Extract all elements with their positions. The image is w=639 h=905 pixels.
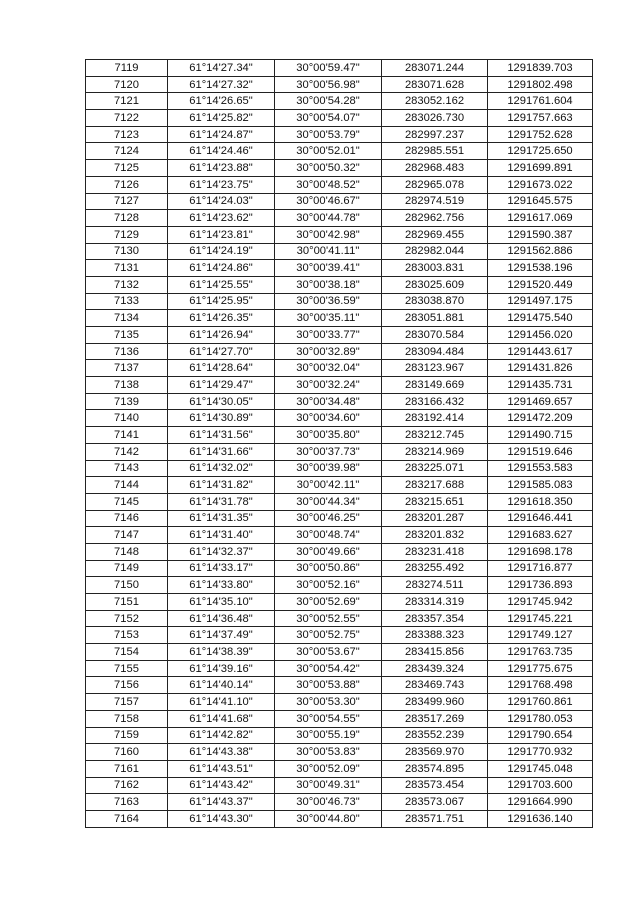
longitude-cell: 30°00'48.52" [275, 176, 382, 193]
table-row [86, 410, 593, 427]
point-number-cell: 7147 [86, 527, 168, 544]
x-coordinate-cell: 283274.511 [382, 577, 488, 594]
table-row [86, 293, 593, 310]
longitude-cell: 30°00'37.73" [275, 443, 382, 460]
x-coordinate-cell: 283469.743 [382, 677, 488, 694]
point-number-cell: 7156 [86, 677, 168, 694]
point-number-cell: 7130 [86, 243, 168, 260]
y-coordinate-cell: 1291716.877 [488, 560, 593, 577]
y-coordinate-cell: 1291664.990 [488, 794, 593, 811]
point-number-cell: 7160 [86, 744, 168, 761]
y-coordinate-cell: 1291839.703 [488, 60, 593, 77]
point-number-cell: 7158 [86, 710, 168, 727]
coordinates-table-body [86, 60, 593, 828]
y-coordinate-cell: 1291538.196 [488, 260, 593, 277]
point-number-cell: 7119 [86, 60, 168, 77]
latitude-cell: 61°14'40.14" [168, 677, 275, 694]
table-row [86, 210, 593, 227]
latitude-cell: 61°14'27.34" [168, 60, 275, 77]
latitude-cell: 61°14'43.51" [168, 760, 275, 777]
latitude-cell: 61°14'25.82" [168, 110, 275, 127]
point-number-cell: 7134 [86, 310, 168, 327]
x-coordinate-cell: 283217.688 [382, 477, 488, 494]
latitude-cell: 61°14'31.78" [168, 493, 275, 510]
y-coordinate-cell: 1291646.441 [488, 510, 593, 527]
x-coordinate-cell: 283166.432 [382, 393, 488, 410]
y-coordinate-cell: 1291590.387 [488, 226, 593, 243]
longitude-cell: 30°00'53.88" [275, 677, 382, 694]
point-number-cell: 7149 [86, 560, 168, 577]
y-coordinate-cell: 1291456.020 [488, 327, 593, 344]
table-row [86, 660, 593, 677]
longitude-cell: 30°00'48.74" [275, 527, 382, 544]
latitude-cell: 61°14'39.16" [168, 660, 275, 677]
x-coordinate-cell: 283215.651 [382, 493, 488, 510]
longitude-cell: 30°00'46.67" [275, 193, 382, 210]
x-coordinate-cell: 283214.969 [382, 443, 488, 460]
coordinates-table [85, 59, 593, 828]
table-row [86, 143, 593, 160]
latitude-cell: 61°14'41.68" [168, 710, 275, 727]
x-coordinate-cell: 282982.044 [382, 243, 488, 260]
table-row [86, 577, 593, 594]
y-coordinate-cell: 1291761.604 [488, 93, 593, 110]
x-coordinate-cell: 282997.237 [382, 126, 488, 143]
latitude-cell: 61°14'33.17" [168, 560, 275, 577]
point-number-cell: 7148 [86, 543, 168, 560]
x-coordinate-cell: 283231.418 [382, 543, 488, 560]
point-number-cell: 7152 [86, 610, 168, 627]
latitude-cell: 61°14'36.48" [168, 610, 275, 627]
table-row [86, 393, 593, 410]
y-coordinate-cell: 1291763.735 [488, 644, 593, 661]
x-coordinate-cell: 283571.751 [382, 810, 488, 827]
latitude-cell: 61°14'23.81" [168, 226, 275, 243]
point-number-cell: 7150 [86, 577, 168, 594]
longitude-cell: 30°00'42.11" [275, 477, 382, 494]
longitude-cell: 30°00'56.98" [275, 76, 382, 93]
latitude-cell: 61°14'26.94" [168, 327, 275, 344]
y-coordinate-cell: 1291490.715 [488, 427, 593, 444]
x-coordinate-cell: 283025.609 [382, 276, 488, 293]
latitude-cell: 61°14'29.47" [168, 377, 275, 394]
point-number-cell: 7151 [86, 594, 168, 611]
longitude-cell: 30°00'53.30" [275, 694, 382, 711]
point-number-cell: 7139 [86, 393, 168, 410]
longitude-cell: 30°00'34.48" [275, 393, 382, 410]
longitude-cell: 30°00'34.60" [275, 410, 382, 427]
x-coordinate-cell: 282985.551 [382, 143, 488, 160]
x-coordinate-cell: 282962.756 [382, 210, 488, 227]
longitude-cell: 30°00'32.04" [275, 360, 382, 377]
longitude-cell: 30°00'46.73" [275, 794, 382, 811]
x-coordinate-cell: 283573.454 [382, 777, 488, 794]
y-coordinate-cell: 1291768.498 [488, 677, 593, 694]
latitude-cell: 61°14'32.02" [168, 460, 275, 477]
x-coordinate-cell: 282969.455 [382, 226, 488, 243]
latitude-cell: 61°14'24.19" [168, 243, 275, 260]
point-number-cell: 7127 [86, 193, 168, 210]
longitude-cell: 30°00'55.19" [275, 727, 382, 744]
table-row [86, 360, 593, 377]
longitude-cell: 30°00'33.77" [275, 327, 382, 344]
table-row [86, 560, 593, 577]
point-number-cell: 7143 [86, 460, 168, 477]
point-number-cell: 7126 [86, 176, 168, 193]
y-coordinate-cell: 1291497.175 [488, 293, 593, 310]
point-number-cell: 7132 [86, 276, 168, 293]
y-coordinate-cell: 1291790.654 [488, 727, 593, 744]
table-row [86, 460, 593, 477]
y-coordinate-cell: 1291775.675 [488, 660, 593, 677]
y-coordinate-cell: 1291562.886 [488, 243, 593, 260]
longitude-cell: 30°00'52.01" [275, 143, 382, 160]
latitude-cell: 61°14'37.49" [168, 627, 275, 644]
point-number-cell: 7131 [86, 260, 168, 277]
table-row [86, 243, 593, 260]
point-number-cell: 7135 [86, 327, 168, 344]
latitude-cell: 61°14'27.32" [168, 76, 275, 93]
point-number-cell: 7155 [86, 660, 168, 677]
table-row [86, 477, 593, 494]
y-coordinate-cell: 1291699.891 [488, 160, 593, 177]
y-coordinate-cell: 1291443.617 [488, 343, 593, 360]
table-row [86, 727, 593, 744]
x-coordinate-cell: 283314.319 [382, 594, 488, 611]
table-row [86, 126, 593, 143]
longitude-cell: 30°00'44.34" [275, 493, 382, 510]
longitude-cell: 30°00'59.47" [275, 60, 382, 77]
table-row [86, 810, 593, 827]
x-coordinate-cell: 283357.354 [382, 610, 488, 627]
point-number-cell: 7153 [86, 627, 168, 644]
table-row [86, 160, 593, 177]
y-coordinate-cell: 1291736.893 [488, 577, 593, 594]
point-number-cell: 7129 [86, 226, 168, 243]
longitude-cell: 30°00'54.28" [275, 93, 382, 110]
y-coordinate-cell: 1291618.350 [488, 493, 593, 510]
x-coordinate-cell: 283388.323 [382, 627, 488, 644]
point-number-cell: 7154 [86, 644, 168, 661]
table-row [86, 760, 593, 777]
table-row [86, 260, 593, 277]
y-coordinate-cell: 1291745.942 [488, 594, 593, 611]
x-coordinate-cell: 283225.071 [382, 460, 488, 477]
latitude-cell: 61°14'31.66" [168, 443, 275, 460]
latitude-cell: 61°14'31.56" [168, 427, 275, 444]
longitude-cell: 30°00'49.31" [275, 777, 382, 794]
point-number-cell: 7144 [86, 477, 168, 494]
x-coordinate-cell: 283070.584 [382, 327, 488, 344]
x-coordinate-cell: 283026.730 [382, 110, 488, 127]
longitude-cell: 30°00'53.83" [275, 744, 382, 761]
table-row [86, 443, 593, 460]
point-number-cell: 7121 [86, 93, 168, 110]
table-row [86, 543, 593, 560]
table-row [86, 677, 593, 694]
point-number-cell: 7157 [86, 694, 168, 711]
longitude-cell: 30°00'32.89" [275, 343, 382, 360]
y-coordinate-cell: 1291745.048 [488, 760, 593, 777]
table-row [86, 110, 593, 127]
y-coordinate-cell: 1291770.932 [488, 744, 593, 761]
y-coordinate-cell: 1291645.575 [488, 193, 593, 210]
latitude-cell: 61°14'31.35" [168, 510, 275, 527]
x-coordinate-cell: 283212.745 [382, 427, 488, 444]
point-number-cell: 7161 [86, 760, 168, 777]
point-number-cell: 7163 [86, 794, 168, 811]
table-row [86, 327, 593, 344]
latitude-cell: 61°14'23.62" [168, 210, 275, 227]
latitude-cell: 61°14'43.37" [168, 794, 275, 811]
longitude-cell: 30°00'52.75" [275, 627, 382, 644]
y-coordinate-cell: 1291749.127 [488, 627, 593, 644]
latitude-cell: 61°14'26.35" [168, 310, 275, 327]
longitude-cell: 30°00'41.11" [275, 243, 382, 260]
longitude-cell: 30°00'50.86" [275, 560, 382, 577]
longitude-cell: 30°00'36.59" [275, 293, 382, 310]
point-number-cell: 7120 [86, 76, 168, 93]
x-coordinate-cell: 283573.067 [382, 794, 488, 811]
table-row [86, 694, 593, 711]
longitude-cell: 30°00'42.98" [275, 226, 382, 243]
table-row [86, 744, 593, 761]
latitude-cell: 61°14'23.75" [168, 176, 275, 193]
latitude-cell: 61°14'38.39" [168, 644, 275, 661]
x-coordinate-cell: 283052.162 [382, 93, 488, 110]
table-row [86, 310, 593, 327]
latitude-cell: 61°14'26.65" [168, 93, 275, 110]
x-coordinate-cell: 283094.484 [382, 343, 488, 360]
point-number-cell: 7124 [86, 143, 168, 160]
y-coordinate-cell: 1291472.209 [488, 410, 593, 427]
y-coordinate-cell: 1291703.600 [488, 777, 593, 794]
table-row [86, 627, 593, 644]
point-number-cell: 7128 [86, 210, 168, 227]
latitude-cell: 61°14'23.88" [168, 160, 275, 177]
longitude-cell: 30°00'39.98" [275, 460, 382, 477]
longitude-cell: 30°00'54.55" [275, 710, 382, 727]
x-coordinate-cell: 283051.881 [382, 310, 488, 327]
table-row [86, 510, 593, 527]
x-coordinate-cell: 282965.078 [382, 176, 488, 193]
latitude-cell: 61°14'30.05" [168, 393, 275, 410]
table-row [86, 76, 593, 93]
point-number-cell: 7159 [86, 727, 168, 744]
x-coordinate-cell: 283123.967 [382, 360, 488, 377]
longitude-cell: 30°00'52.69" [275, 594, 382, 611]
longitude-cell: 30°00'54.07" [275, 110, 382, 127]
point-number-cell: 7136 [86, 343, 168, 360]
y-coordinate-cell: 1291745.221 [488, 610, 593, 627]
x-coordinate-cell: 282974.519 [382, 193, 488, 210]
x-coordinate-cell: 283552.239 [382, 727, 488, 744]
point-number-cell: 7162 [86, 777, 168, 794]
point-number-cell: 7164 [86, 810, 168, 827]
x-coordinate-cell: 282968.483 [382, 160, 488, 177]
longitude-cell: 30°00'35.11" [275, 310, 382, 327]
longitude-cell: 30°00'52.16" [275, 577, 382, 594]
table-row [86, 427, 593, 444]
y-coordinate-cell: 1291802.498 [488, 76, 593, 93]
table-row [86, 794, 593, 811]
x-coordinate-cell: 283003.831 [382, 260, 488, 277]
y-coordinate-cell: 1291585.083 [488, 477, 593, 494]
latitude-cell: 61°14'35.10" [168, 594, 275, 611]
latitude-cell: 61°14'43.42" [168, 777, 275, 794]
x-coordinate-cell: 283201.287 [382, 510, 488, 527]
longitude-cell: 30°00'53.67" [275, 644, 382, 661]
y-coordinate-cell: 1291431.826 [488, 360, 593, 377]
longitude-cell: 30°00'32.24" [275, 377, 382, 394]
y-coordinate-cell: 1291520.449 [488, 276, 593, 293]
y-coordinate-cell: 1291475.540 [488, 310, 593, 327]
point-number-cell: 7145 [86, 493, 168, 510]
latitude-cell: 61°14'24.87" [168, 126, 275, 143]
y-coordinate-cell: 1291757.663 [488, 110, 593, 127]
y-coordinate-cell: 1291636.140 [488, 810, 593, 827]
latitude-cell: 61°14'33.80" [168, 577, 275, 594]
y-coordinate-cell: 1291553.583 [488, 460, 593, 477]
y-coordinate-cell: 1291673.022 [488, 176, 593, 193]
table-row [86, 493, 593, 510]
x-coordinate-cell: 283517.269 [382, 710, 488, 727]
longitude-cell: 30°00'54.42" [275, 660, 382, 677]
y-coordinate-cell: 1291683.627 [488, 527, 593, 544]
latitude-cell: 61°14'41.10" [168, 694, 275, 711]
latitude-cell: 61°14'25.95" [168, 293, 275, 310]
x-coordinate-cell: 283071.244 [382, 60, 488, 77]
point-number-cell: 7141 [86, 427, 168, 444]
point-number-cell: 7122 [86, 110, 168, 127]
point-number-cell: 7142 [86, 443, 168, 460]
x-coordinate-cell: 283574.895 [382, 760, 488, 777]
table-row [86, 527, 593, 544]
longitude-cell: 30°00'46.25" [275, 510, 382, 527]
point-number-cell: 7146 [86, 510, 168, 527]
x-coordinate-cell: 283499.960 [382, 694, 488, 711]
x-coordinate-cell: 283149.669 [382, 377, 488, 394]
longitude-cell: 30°00'50.32" [275, 160, 382, 177]
latitude-cell: 61°14'28.64" [168, 360, 275, 377]
y-coordinate-cell: 1291760.861 [488, 694, 593, 711]
x-coordinate-cell: 283255.492 [382, 560, 488, 577]
y-coordinate-cell: 1291617.069 [488, 210, 593, 227]
point-number-cell: 7137 [86, 360, 168, 377]
latitude-cell: 61°14'24.46" [168, 143, 275, 160]
latitude-cell: 61°14'43.30" [168, 810, 275, 827]
table-row [86, 93, 593, 110]
longitude-cell: 30°00'53.79" [275, 126, 382, 143]
table-row [86, 710, 593, 727]
longitude-cell: 30°00'38.18" [275, 276, 382, 293]
x-coordinate-cell: 283201.832 [382, 527, 488, 544]
latitude-cell: 61°14'42.82" [168, 727, 275, 744]
table-row [86, 644, 593, 661]
longitude-cell: 30°00'39.41" [275, 260, 382, 277]
latitude-cell: 61°14'27.70" [168, 343, 275, 360]
x-coordinate-cell: 283038.870 [382, 293, 488, 310]
longitude-cell: 30°00'52.09" [275, 760, 382, 777]
y-coordinate-cell: 1291725.650 [488, 143, 593, 160]
x-coordinate-cell: 283192.414 [382, 410, 488, 427]
point-number-cell: 7125 [86, 160, 168, 177]
y-coordinate-cell: 1291519.646 [488, 443, 593, 460]
point-number-cell: 7140 [86, 410, 168, 427]
latitude-cell: 61°14'32.37" [168, 543, 275, 560]
x-coordinate-cell: 283415.856 [382, 644, 488, 661]
table-row [86, 377, 593, 394]
y-coordinate-cell: 1291435.731 [488, 377, 593, 394]
latitude-cell: 61°14'30.89" [168, 410, 275, 427]
y-coordinate-cell: 1291469.657 [488, 393, 593, 410]
latitude-cell: 61°14'31.40" [168, 527, 275, 544]
latitude-cell: 61°14'24.86" [168, 260, 275, 277]
latitude-cell: 61°14'31.82" [168, 477, 275, 494]
latitude-cell: 61°14'24.03" [168, 193, 275, 210]
longitude-cell: 30°00'49.66" [275, 543, 382, 560]
longitude-cell: 30°00'52.55" [275, 610, 382, 627]
table-row [86, 60, 593, 77]
table-row [86, 343, 593, 360]
table-row [86, 193, 593, 210]
table-row [86, 226, 593, 243]
y-coordinate-cell: 1291780.053 [488, 710, 593, 727]
table-row [86, 276, 593, 293]
latitude-cell: 61°14'43.38" [168, 744, 275, 761]
table-row [86, 594, 593, 611]
longitude-cell: 30°00'35.80" [275, 427, 382, 444]
table-row [86, 777, 593, 794]
x-coordinate-cell: 283071.628 [382, 76, 488, 93]
x-coordinate-cell: 283569.970 [382, 744, 488, 761]
table-row [86, 610, 593, 627]
latitude-cell: 61°14'25.55" [168, 276, 275, 293]
longitude-cell: 30°00'44.78" [275, 210, 382, 227]
longitude-cell: 30°00'44.80" [275, 810, 382, 827]
y-coordinate-cell: 1291698.178 [488, 543, 593, 560]
y-coordinate-cell: 1291752.628 [488, 126, 593, 143]
x-coordinate-cell: 283439.324 [382, 660, 488, 677]
point-number-cell: 7123 [86, 126, 168, 143]
table-row [86, 176, 593, 193]
point-number-cell: 7133 [86, 293, 168, 310]
point-number-cell: 7138 [86, 377, 168, 394]
